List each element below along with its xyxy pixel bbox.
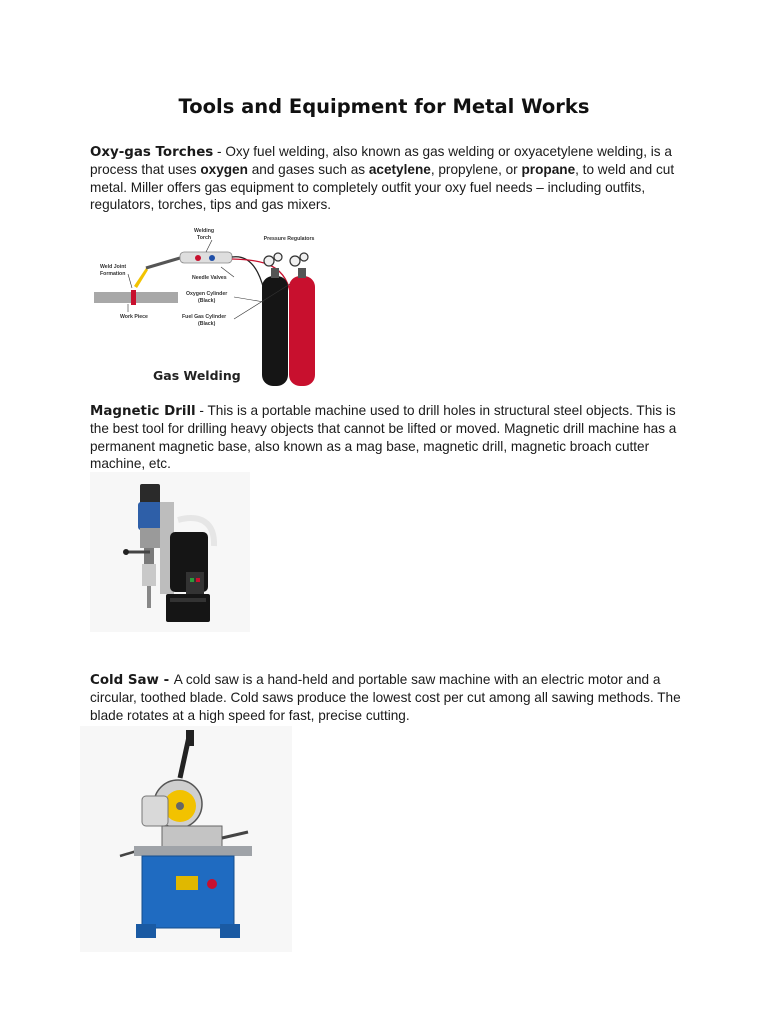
- oxygen-regulator-gauge: [264, 256, 274, 266]
- weld-joint-label: Weld Joint: [100, 264, 127, 270]
- gas-welding-caption: Gas Welding: [153, 368, 241, 383]
- cold-saw-paragraph: [90, 671, 690, 724]
- fuel-gas-cylinder-label: Fuel Gas Cylinder: [182, 314, 227, 320]
- svg-text:(Black): (Black): [198, 321, 216, 327]
- cold-saw-text: A cold saw is a hand-held and portable saw machine with an electric motor and a circular, toothed blade. Cold saws produce the lowest cost per cut among all sawing methods. The blade rotates at a high speed for fast, precise cutting.: [90, 672, 681, 723]
- oxy-gas-term: Oxy-gas Torches: [90, 145, 214, 160]
- fuel-gas-cylinder: [289, 276, 315, 386]
- torch-icon: [180, 252, 232, 263]
- magnetic-drill-paragraph: [90, 402, 690, 473]
- cold-saw-term: Cold Saw -: [90, 673, 174, 688]
- oxygen-cylinder: [262, 276, 288, 386]
- work-piece-label: Work Piece: [120, 314, 148, 320]
- oxy-text-4: , to weld and cut metal. Miller offers gas equipment to completely outfit your oxy fuel needs – including outfits, regulators, torches, tips and gas mixers.: [90, 162, 675, 213]
- svg-text:Formation: Formation: [100, 271, 126, 277]
- fuel-regulator-gauge: [290, 256, 300, 266]
- saw-base: [142, 856, 234, 928]
- gas-welding-diagram: [88, 224, 338, 392]
- oxy-gas-paragraph: [90, 143, 690, 214]
- welding-torch-label: Welding: [193, 228, 215, 234]
- page-title: Tools and Equipment for Metal Works: [178, 95, 590, 118]
- acetylene-bold: acetylene: [368, 162, 431, 178]
- svg-text:Torch: Torch: [196, 235, 212, 241]
- oxygen-bold: oxygen: [200, 162, 248, 178]
- propane-bold: propane: [521, 162, 576, 178]
- magnetic-drill-image: [90, 472, 250, 632]
- oxy-text-2: and gases such as: [247, 162, 369, 178]
- pressure-regulators-label: Pressure Regulators: [263, 236, 315, 242]
- oxy-text-3: , propylene, or: [430, 162, 522, 178]
- cold-saw-image: [80, 726, 292, 952]
- oxy-text-1: - Oxy fuel welding, also known as gas welding or oxyacetylene welding, is a process that uses: [90, 144, 672, 178]
- needle-valves-label: Needle Valves: [192, 275, 227, 281]
- magnetic-drill-term: Magnetic Drill: [90, 404, 196, 419]
- svg-text:(Black): (Black): [198, 298, 216, 304]
- flame-icon: [134, 268, 148, 288]
- oxygen-cylinder-label: Oxygen Cylinder: [186, 291, 228, 297]
- magnetic-drill-text: - This is a portable machine used to drill holes in structural steel objects. This is the best tool for drilling heavy objects that cannot be lifted or moved. Magnetic drill machine has a permanent magnetic base, also known as a mag base, magnetic drill, magnetic broach cutter machine, etc.: [90, 403, 677, 472]
